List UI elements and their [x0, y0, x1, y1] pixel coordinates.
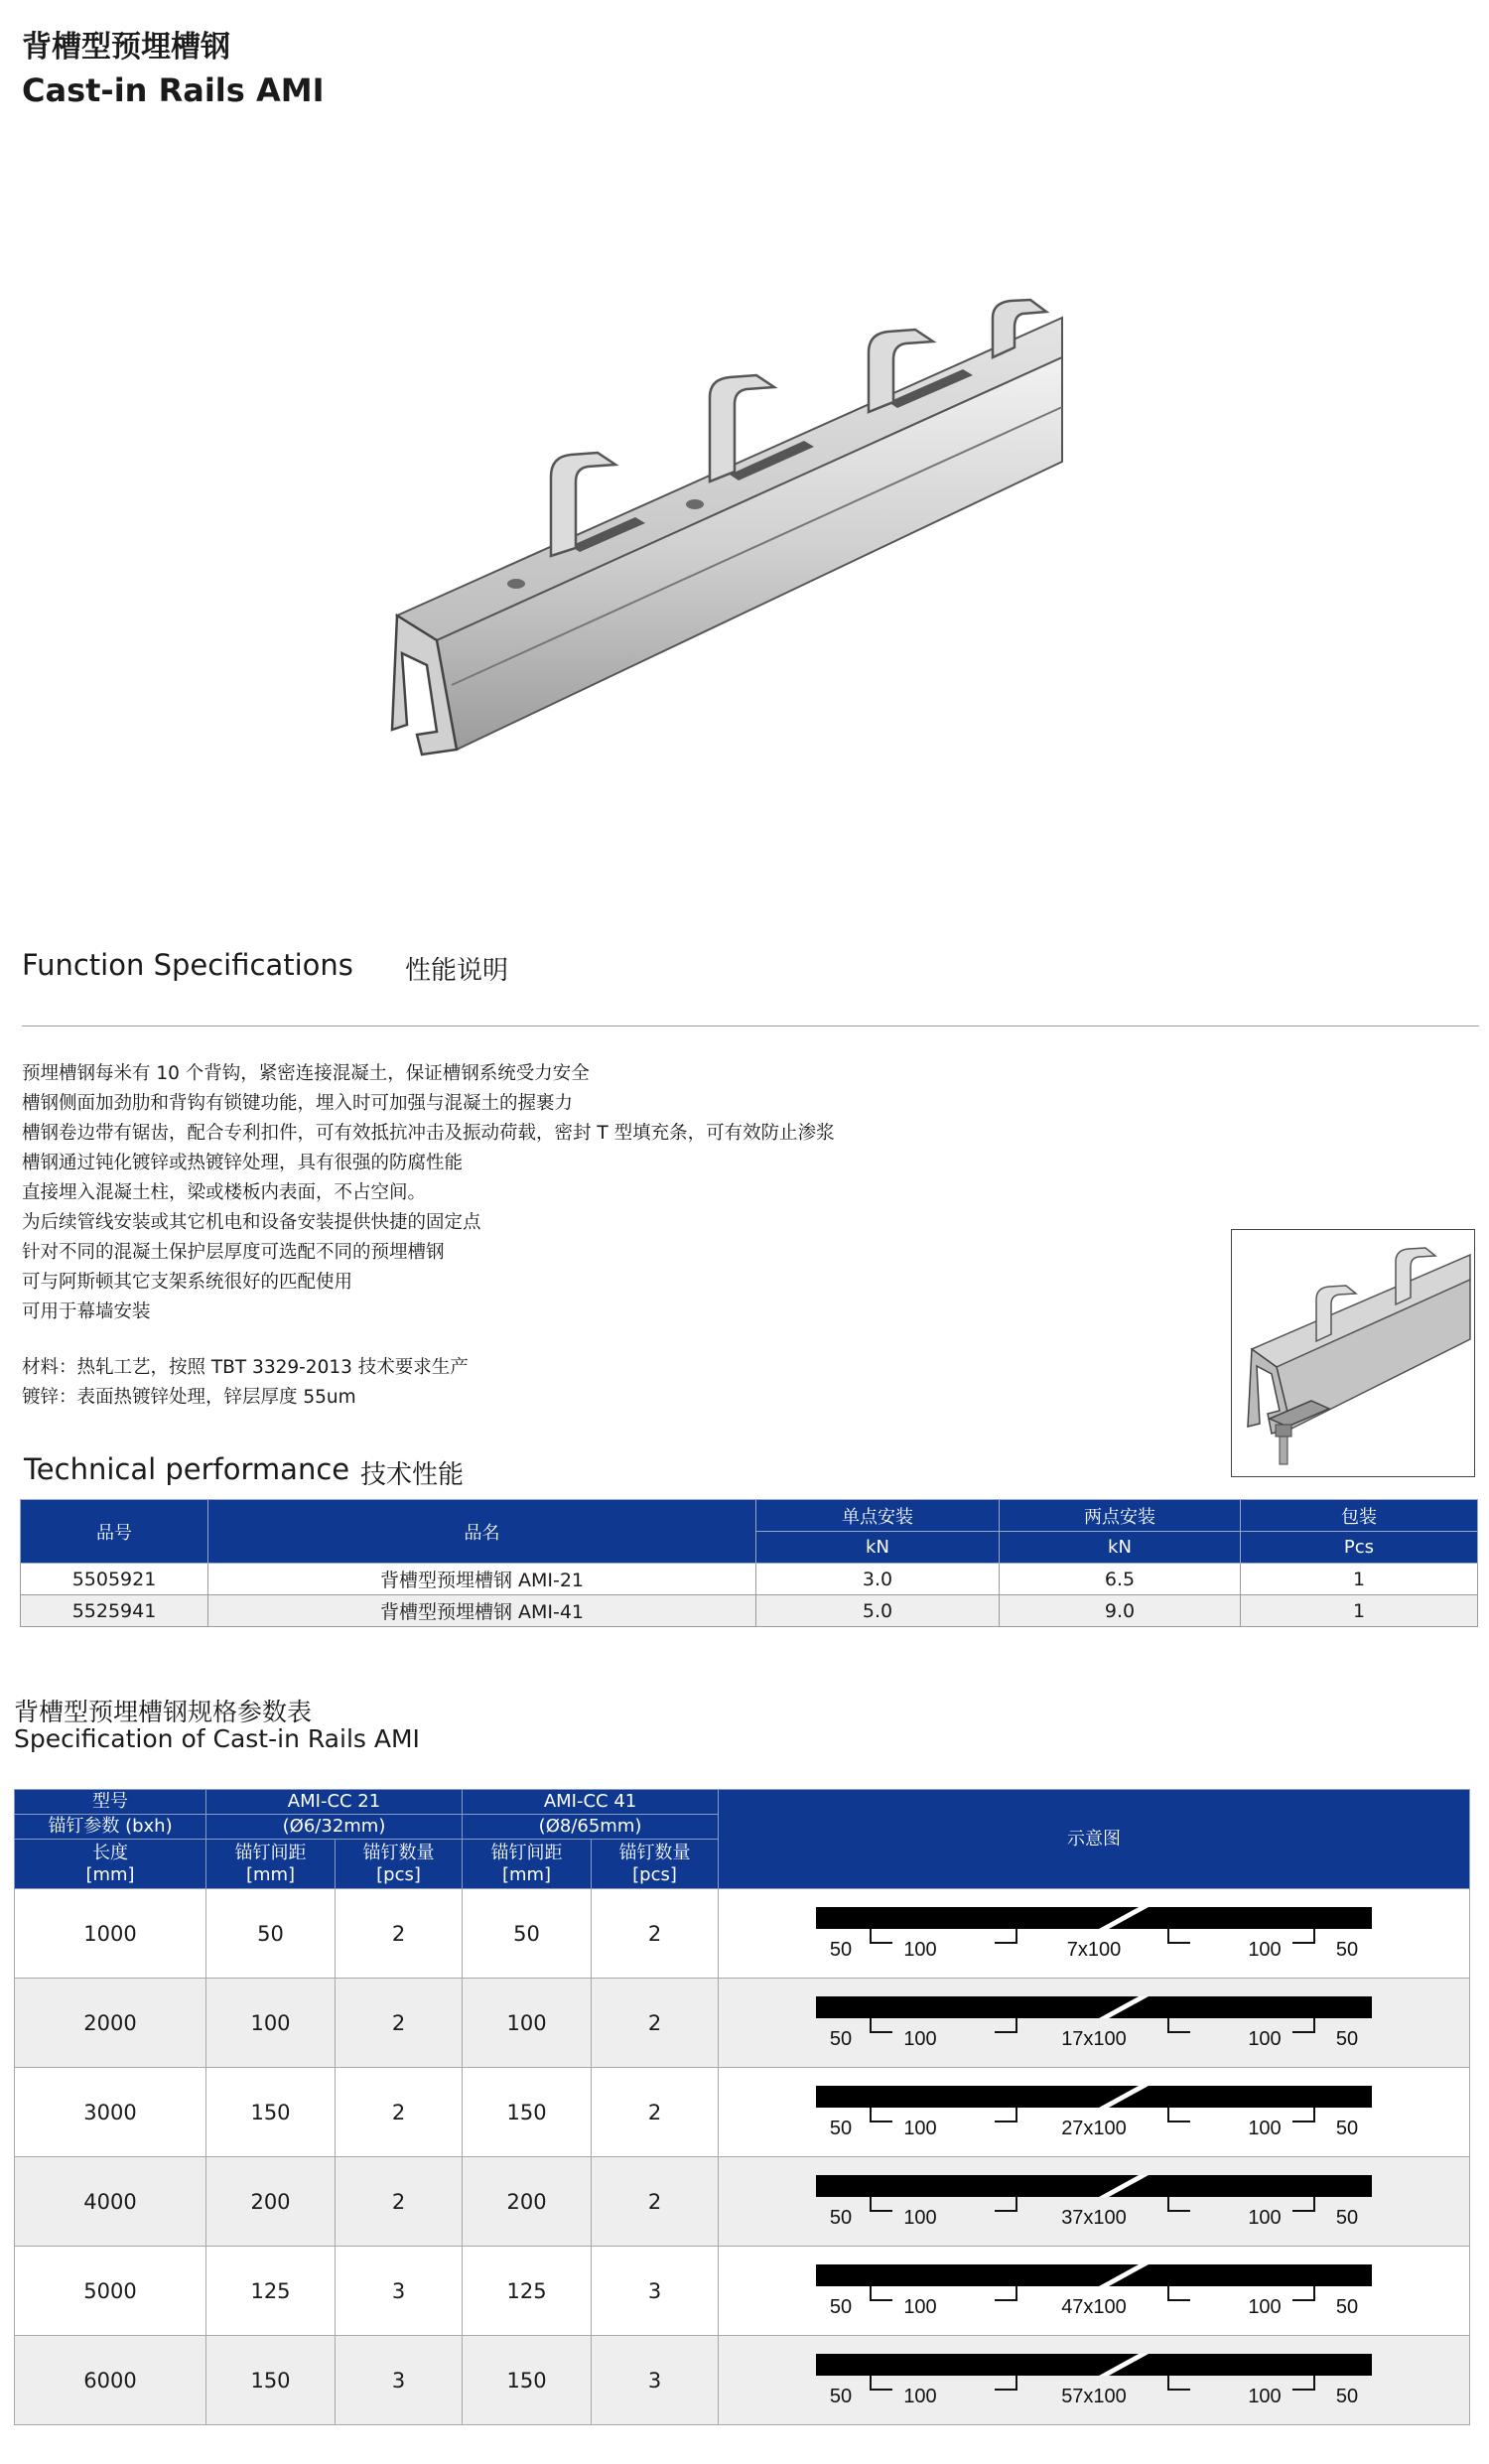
cell-s21: 150 [206, 2068, 336, 2157]
middle-spacing-label: 57x100 [1061, 2385, 1127, 2407]
cell-s21: 200 [206, 2157, 336, 2247]
table-row [15, 2247, 1470, 2336]
feature-item: 预埋槽钢每米有 10 个背钩，紧密连接混凝土，保证槽钢系统受力安全 [22, 1063, 590, 1084]
anchor-mark [995, 2108, 1016, 2122]
anchor-mark [1292, 2018, 1314, 2032]
cell-length: 4000 [15, 2157, 206, 2247]
rail-diagram-icon [796, 2078, 1392, 2147]
middle-spacing-label: 17x100 [1061, 2027, 1127, 2050]
header-double: 两点安装 [1000, 1500, 1241, 1532]
header-count: 锚钉数量 [pcs] [592, 1840, 719, 1889]
anchor-mark [1168, 2018, 1190, 2032]
header-pack: 包装 [1241, 1500, 1478, 1532]
edge-distance-label: 50 [1335, 2206, 1359, 2229]
cell-length: 6000 [15, 2336, 206, 2425]
spacing-label: 100 [903, 2295, 937, 2318]
feature-item: 可与阿斯顿其它支架系统很好的匹配使用 [22, 1272, 353, 1293]
edge-distance-label: 50 [1335, 2385, 1359, 2407]
anchor-mark [1168, 2286, 1190, 2300]
anchor-layout-diagram [719, 2247, 1470, 2336]
cell-n41: 2 [592, 2157, 719, 2247]
table-row [15, 2157, 1470, 2247]
header-unit: Pcs [1241, 1532, 1478, 1564]
header-count: 锚钉数量 [pcs] [336, 1840, 463, 1889]
cell-length: 2000 [15, 1979, 206, 2068]
cell-n21: 2 [336, 1889, 463, 1979]
anchor-mark [871, 2376, 892, 2390]
anchor-mark [1292, 2286, 1314, 2300]
anchor-mark [995, 2197, 1016, 2211]
middle-spacing-label: 7x100 [1066, 1938, 1122, 1961]
material-item: 镀锌：表面热镀锌处理，锌层厚度 55um [22, 1387, 356, 1408]
header-diagram: 示意图 [719, 1790, 1470, 1889]
anchor-mark [1292, 2376, 1314, 2390]
cell-n21: 3 [336, 2247, 463, 2336]
cell-n21: 2 [336, 2157, 463, 2247]
cell-double: 6.5 [1000, 1564, 1241, 1595]
technical-table [20, 1499, 1478, 1627]
spec-table [14, 1789, 1470, 2425]
rail-diagram-icon [796, 2257, 1392, 2326]
cell-length: 1000 [15, 1889, 206, 1979]
function-spec-title: Function Specifications [22, 948, 353, 982]
edge-distance-label: 50 [1335, 2295, 1359, 2318]
anchor-mark [1168, 2197, 1190, 2211]
spacing-label: 100 [1248, 2295, 1282, 2318]
spacing-label: 100 [1248, 2206, 1282, 2229]
cell-s41: 125 [463, 2247, 592, 2336]
cell-length: 5000 [15, 2247, 206, 2336]
material-list [22, 1353, 469, 1413]
technical-performance-title: Technical performance [24, 1452, 350, 1486]
cell-code: 5505921 [21, 1564, 208, 1595]
anchor-mark [995, 2376, 1016, 2390]
cell-name: 背槽型预埋槽钢 AMI-41 [208, 1595, 756, 1627]
anchor-mark [995, 1929, 1016, 1943]
anchor-mark [1168, 2108, 1190, 2122]
page-title-cn: 背槽型预埋槽钢 [22, 30, 230, 65]
anchor-mark [1292, 1929, 1314, 1943]
anchor-mark [871, 2108, 892, 2122]
spacing-label: 100 [1248, 2027, 1282, 2050]
anchor-layout-diagram [719, 2336, 1470, 2425]
rail-with-bolt-icon [1232, 1230, 1473, 1475]
cell-s41: 200 [463, 2157, 592, 2247]
anchor-layout-diagram [719, 1979, 1470, 2068]
edge-distance-label: 50 [829, 1938, 853, 1961]
table-row [21, 1595, 1478, 1627]
header-length: 长度 [mm] [15, 1840, 206, 1889]
cell-s41: 150 [463, 2336, 592, 2425]
header-cc21: AMI-CC 21 [206, 1790, 463, 1815]
cell-s41: 150 [463, 2068, 592, 2157]
anchor-mark [871, 1929, 892, 1943]
feature-item: 为后续管线安装或其它机电和设备安装提供快捷的固定点 [22, 1212, 481, 1233]
anchor-mark [1292, 2108, 1314, 2122]
cell-s41: 50 [463, 1889, 592, 1979]
feature-item: 可用于幕墙安装 [22, 1301, 151, 1322]
header-spacing: 锚钉间距 [mm] [463, 1840, 592, 1889]
cell-double: 9.0 [1000, 1595, 1241, 1627]
cell-single: 5.0 [756, 1595, 1000, 1627]
anchor-layout-diagram [719, 2157, 1470, 2247]
feature-item: 针对不同的混凝土保护层厚度可选配不同的预埋槽钢 [22, 1242, 445, 1263]
table-row [15, 2068, 1470, 2157]
material-item: 材料：热轧工艺，按照 TBT 3329-2013 技术要求生产 [22, 1357, 469, 1378]
edge-distance-label: 50 [829, 2385, 853, 2407]
anchor-mark [995, 2018, 1016, 2032]
spacing-label: 100 [903, 2027, 937, 2050]
cell-n21: 2 [336, 2068, 463, 2157]
anchor-mark [871, 2197, 892, 2211]
header-code: 品号 [21, 1500, 208, 1564]
cell-s21: 125 [206, 2247, 336, 2336]
anchor-layout-diagram [719, 1889, 1470, 1979]
spacing-label: 100 [903, 2385, 937, 2407]
rail-diagram-icon [796, 1899, 1392, 1969]
anchor-mark [995, 2286, 1016, 2300]
header-cc41: AMI-CC 41 [463, 1790, 719, 1815]
feature-item: 直接埋入混凝土柱，梁或楼板内表面，不占空间。 [22, 1182, 427, 1203]
spacing-label: 100 [903, 2206, 937, 2229]
table-row [15, 1889, 1470, 1979]
spacing-label: 100 [1248, 1938, 1282, 1961]
table-row [15, 2336, 1470, 2425]
table-row [15, 1979, 1470, 2068]
anchor-mark [871, 2018, 892, 2032]
spacing-label: 100 [1248, 2117, 1282, 2139]
feature-item: 槽钢侧面加劲肋和背钩有锁键功能，埋入时可加强与混凝土的握裹力 [22, 1093, 574, 1114]
cast-in-rail-illustration [367, 288, 1082, 784]
cell-s21: 50 [206, 1889, 336, 1979]
cell-n21: 3 [336, 2336, 463, 2425]
header-cc41-param: (Ø8/65mm) [463, 1815, 719, 1840]
spacing-label: 100 [903, 1938, 937, 1961]
edge-distance-label: 50 [829, 2206, 853, 2229]
section-divider [22, 1026, 1479, 1027]
cell-pack: 1 [1241, 1595, 1478, 1627]
header-anchor-param: 锚钉参数 (bxh) [15, 1815, 206, 1840]
middle-spacing-label: 27x100 [1061, 2117, 1127, 2139]
spec-title-cn: 背槽型预埋槽钢规格参数表 [14, 1698, 313, 1726]
cell-name: 背槽型预埋槽钢 AMI-21 [208, 1564, 756, 1595]
cell-length: 3000 [15, 2068, 206, 2157]
edge-distance-label: 50 [829, 2117, 853, 2139]
cell-s41: 100 [463, 1979, 592, 2068]
edge-distance-label: 50 [1335, 2027, 1359, 2050]
header-model: 型号 [15, 1790, 206, 1815]
spacing-label: 100 [903, 2117, 937, 2139]
middle-spacing-label: 37x100 [1061, 2206, 1127, 2229]
header-single: 单点安装 [756, 1500, 1000, 1532]
page-title-en: Cast-in Rails AMI [22, 71, 325, 109]
anchor-layout-diagram [719, 2068, 1470, 2157]
cell-single: 3.0 [756, 1564, 1000, 1595]
rail-with-bolt-image [1231, 1229, 1475, 1477]
edge-distance-label: 50 [829, 2027, 853, 2050]
spacing-label: 100 [1248, 2385, 1282, 2407]
edge-distance-label: 50 [1335, 2117, 1359, 2139]
cell-n41: 2 [592, 1979, 719, 2068]
header-unit: kN [1000, 1532, 1241, 1564]
edge-distance-label: 50 [1335, 1938, 1359, 1961]
cell-n41: 2 [592, 2068, 719, 2157]
cell-s21: 100 [206, 1979, 336, 2068]
anchor-mark [1292, 2197, 1314, 2211]
cell-s21: 150 [206, 2336, 336, 2425]
middle-spacing-label: 47x100 [1061, 2295, 1127, 2318]
anchor-mark [871, 2286, 892, 2300]
cell-code: 5525941 [21, 1595, 208, 1627]
header-unit: kN [756, 1532, 1000, 1564]
feature-item: 槽钢通过钝化镀锌或热镀锌处理，具有很强的防腐性能 [22, 1153, 464, 1173]
feature-list [22, 1059, 835, 1327]
header-name: 品名 [208, 1500, 756, 1564]
cell-pack: 1 [1241, 1564, 1478, 1595]
anchor-mark [1168, 1929, 1190, 1943]
table-row [21, 1564, 1478, 1595]
cell-n21: 2 [336, 1979, 463, 2068]
cell-n41: 3 [592, 2247, 719, 2336]
header-cc21-param: (Ø6/32mm) [206, 1815, 463, 1840]
spec-title-en: Specification of Cast-in Rails AMI [14, 1724, 420, 1753]
rail-diagram-icon [796, 2346, 1392, 2415]
feature-item: 槽钢卷边带有锯齿，配合专利扣件，可有效抵抗冲击及振动荷载，密封 T 型填充条，可有效防止渗浆 [22, 1123, 835, 1144]
rail-diagram-icon [796, 2167, 1392, 2237]
rail-diagram-icon [796, 1988, 1392, 2058]
edge-distance-label: 50 [829, 2295, 853, 2318]
anchor-mark [1168, 2376, 1190, 2390]
technical-performance-title-cn: 技术性能 [360, 1460, 465, 1490]
function-spec-title-cn: 性能说明 [405, 956, 509, 986]
cell-n41: 2 [592, 1889, 719, 1979]
header-spacing: 锚钉间距 [mm] [206, 1840, 336, 1889]
cell-n41: 3 [592, 2336, 719, 2425]
